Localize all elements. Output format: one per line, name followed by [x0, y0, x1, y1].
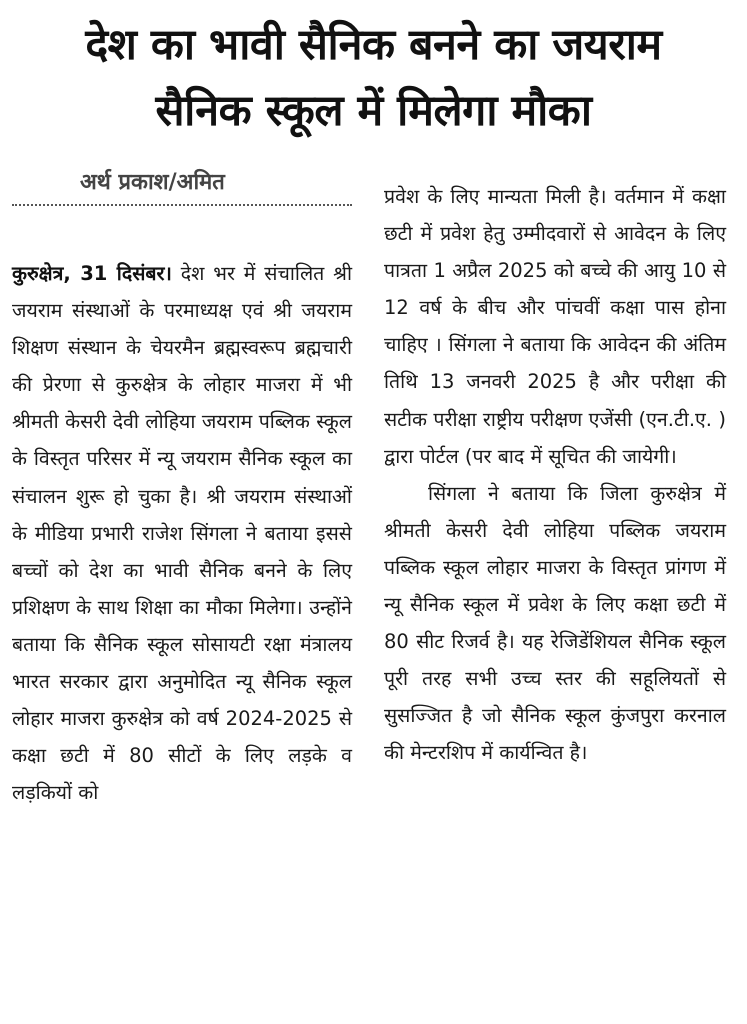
- headline-line-1: देश का भावी सैनिक बनने का जयराम: [85, 20, 662, 70]
- article-column-2: [384, 178, 726, 772]
- headline: [0, 12, 747, 144]
- article-column-1: [12, 255, 352, 811]
- article-paragraph: [12, 255, 352, 811]
- headline-line-2: सैनिक स्कूल में मिलेगा मौका: [155, 86, 592, 136]
- byline-divider: [12, 204, 352, 206]
- dateline: कुरुक्षेत्र, 31 दिसंबर।: [12, 262, 172, 285]
- article-paragraph: सिंगला ने बताया कि जिला कुरुक्षेत्र में श्रीमती केसरी देवी लोहिया पब्लिक जयराम पब्लिक स्कूल लोहार माजरा के विस्तृत प्रांगण में न्यू सैनिक स्कूल में प्रवेश के लिए कक्षा छटी में 80 सीट रिजर्व है। यह रेजिडेंशियल सैनिक स्कूल पूरी तरह सभी उच्च स्तर की सहूलियतों से सुसज्जित है जो सैनिक स्कूल कुंजपुरा करनाल की मेन्टरशिप में कार्यन्वित है।: [384, 481, 726, 765]
- article-text: देश भर में संचालित श्री जयराम संस्थाओं के परमाध्यक्ष एवं श्री जयराम शिक्षण संस्थान के चेयरमैन ब्रह्मस्वरूप ब्रह्मचारी की प्रेरणा से कुरुक्षेत्र के लोहार माजरा में भी श्रीमती केसरी देवी लोहिया जयराम पब्लिक स्कूल के विस्तृत परिसर में न्यू जयराम सैनिक स्कूल का संचालन शुरू हो चुका है। श्री जयराम संस्थाओं के मीडिया प्रभारी राजेश सिंगला ने बताया इससे बच्चों को देश का भावी सैनिक बनने के लिए प्रशिक्षण के साथ शिक्षा का मौका मिलेगा। उन्होंने बताया कि सैनिक स्कूल सोसायटी रक्षा मंत्रालय भारत सरकार द्वारा अनुमोदित न्यू सैनिक स्कूल लोहार माजरा कुरुक्षेत्र को वर्ष 2024-2025 से कक्षा छटी में 80 सीटों के लिए लड़के व लड़कियों को: [12, 262, 352, 805]
- byline: अर्थ प्रकाश/अमित: [80, 170, 225, 195]
- article-paragraph: प्रवेश के लिए मान्यता मिली है। वर्तमान में कक्षा छटी में प्रवेश हेतु उम्मीदवारों से आवेदन के लिए पात्रता 1 अप्रैल 2025 को बच्चे की आयु 10 से 12 वर्ष के बीच और पांचवीं कक्षा पास होना चाहिए । सिंगला ने बताया कि आवेदन की अंतिम तिथि 13 जनवरी 2025 है और परीक्षा की सटीक परीक्षा राष्ट्रीय परीक्षण एजेंसी (एन.टी.ए. ) द्वारा पोर्टल (पर बाद में सूचित की जायेगी।: [384, 185, 726, 468]
